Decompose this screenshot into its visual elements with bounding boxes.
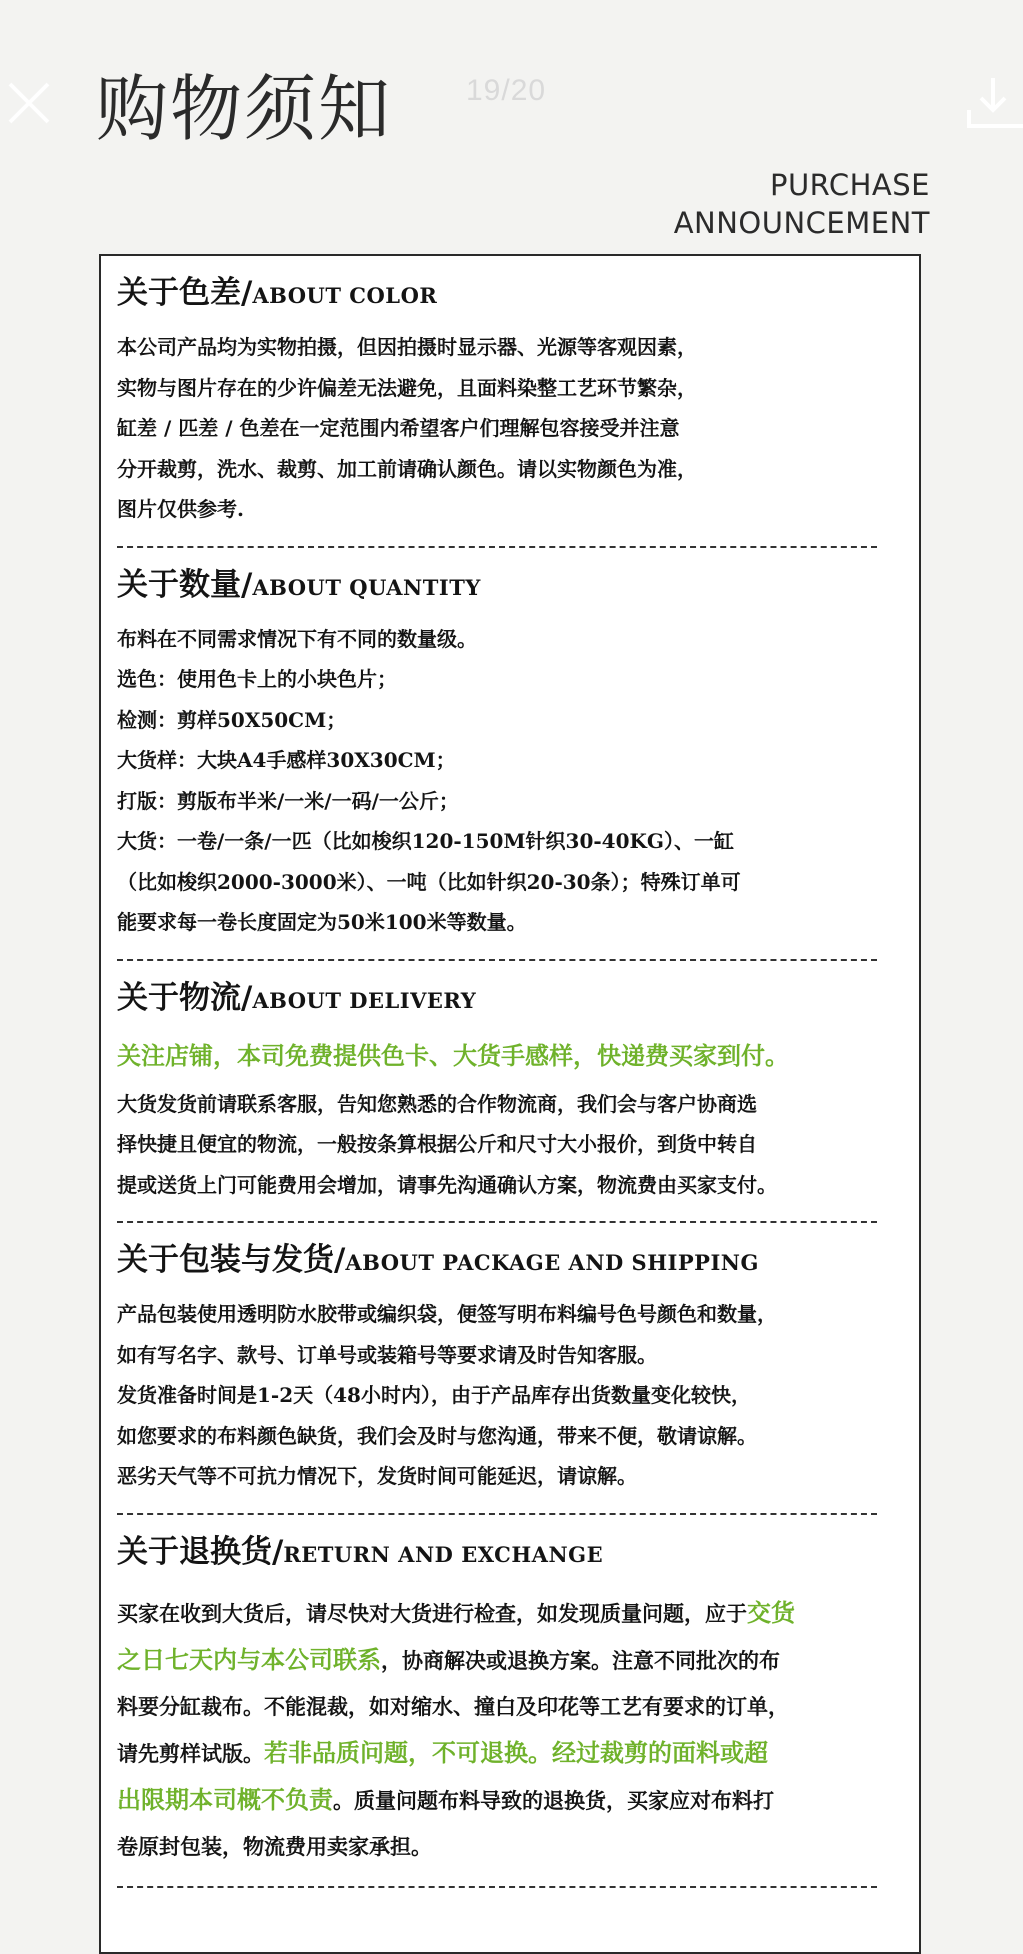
text-line: 择快捷且便宜的物流，一般按条算根据公斤和尺寸大小报价，到货中转自 [117, 1132, 757, 1156]
section-title-color [117, 270, 901, 319]
title-en: ABOUT QUANTITY [252, 574, 481, 600]
section-delivery [117, 975, 901, 1206]
section-title-return [117, 1529, 901, 1578]
section-return [117, 1529, 901, 1870]
text-line: 如有写名字、款号、订单号或装箱号等要求请及时告知客服。 [117, 1342, 657, 1367]
text-line: 图片仅供参考. [117, 497, 244, 521]
title-en: ABOUT COLOR [252, 283, 438, 308]
page-subtitle [674, 166, 930, 242]
section-package [117, 1237, 901, 1497]
highlight-segment: 若非品质问题，不可退换。经过裁剪的面料或超 [264, 1737, 768, 1767]
text-line [117, 1637, 901, 1684]
title-cn: 关于物流/ [117, 979, 253, 1016]
dashed-divider [117, 959, 877, 961]
text-segment: 请先剪样试版。 [117, 1740, 264, 1766]
page-title: 购物须知 [96, 67, 393, 151]
highlight-segment: 交货 [747, 1597, 795, 1627]
highlight-segment: 出限期本司概不负责 [117, 1784, 333, 1814]
package-text [117, 1294, 901, 1497]
title-cn: 关于色差/ [117, 275, 253, 311]
text-line: 恶劣天气等不可抗力情况下，发货时间可能延迟，请谅解。 [117, 1464, 637, 1488]
delivery-text [117, 1084, 901, 1206]
text-line: 大货样：大块A4手感样30X30CM； [117, 748, 456, 772]
announcement-card [99, 254, 921, 1954]
text-line [117, 1777, 901, 1824]
text-line: （比如梭织2000-3000米）、一吨（比如针织20-30条）；特殊订单可 [117, 869, 741, 894]
text-line: 实物与图片存在的少许偏差无法避免，且面料染整工艺环节繁杂， [117, 375, 697, 400]
title-cn: 关于退换货/ [117, 1533, 284, 1570]
text-line: 大货：一卷/一条/一匹（比如梭织120-150M针织30-40KG）、一缸 [117, 829, 734, 853]
title-en: ABOUT DELIVERY [252, 987, 477, 1013]
text-line: 打版：剪版布半米/一米/一码/一公斤； [117, 788, 459, 813]
close-icon[interactable] [4, 78, 54, 128]
text-line: 卷原封包装，物流费用卖家承担。 [117, 1833, 432, 1859]
title-cn: 关于包装与发货/ [117, 1242, 346, 1278]
dashed-divider [117, 546, 877, 548]
image-counter: 19/20 [466, 74, 547, 107]
text-line: 产品包装使用透明防水胶带或编织袋，便签写明布料编号色号颜色和数量， [117, 1302, 777, 1326]
text-segment: 。质量问题布料导致的退换货，买家应对布料打 [333, 1787, 774, 1813]
text-line: 本公司产品均为实物拍摄，但因拍摄时显示器、光源等客观因素， [117, 335, 697, 359]
subtitle-line-2: ANNOUNCEMENT [673, 206, 930, 240]
text-line: 如您要求的布料颜色缺货，我们会及时与您沟通，带来不便，敬请谅解。 [117, 1423, 757, 1448]
text-line: 布料在不同需求情况下有不同的数量级。 [117, 626, 477, 651]
text-line: 选色：使用色卡上的小块色片； [117, 667, 397, 691]
text-line: 分开裁剪，洗水、裁剪、加工前请确认颜色。请以实物颜色为准， [117, 456, 697, 481]
delivery-highlight: 关注店铺，本司免费提供色卡、大货手感样，快递费买家到付。 [117, 1040, 789, 1070]
subtitle-line-1: PURCHASE [769, 168, 930, 202]
dashed-divider [117, 1513, 877, 1515]
title-cn: 关于数量/ [117, 566, 253, 603]
text-line: 检测：剪样50X50CM； [117, 707, 347, 732]
section-quantity [117, 562, 901, 943]
text-segment: 买家在收到大货后，请尽快对大货进行检查，如发现质量问题，应于 [117, 1600, 747, 1626]
dashed-divider [117, 1221, 877, 1223]
quantity-text [117, 619, 901, 943]
section-title-quantity [117, 562, 901, 611]
text-segment: ，协商解决或退换方案。注意不同批次的布 [381, 1647, 780, 1673]
highlight-segment: 之日七天内与本公司联系 [117, 1644, 381, 1674]
text-line: 能要求每一卷长度固定为50米100米等数量。 [117, 910, 527, 934]
return-text [117, 1590, 901, 1870]
section-title-package [117, 1237, 901, 1286]
title-en: ABOUT PACKAGE AND SHIPPING [345, 1250, 759, 1275]
text-line: 提或送货上门可能费用会增加，请事先沟通确认方案，物流费由买家支付。 [117, 1172, 777, 1197]
dashed-divider [117, 1886, 877, 1888]
text-line: 大货发货前请联系客服，告知您熟悉的合作物流商，我们会与客户协商选 [117, 1091, 757, 1116]
text-line [117, 1590, 901, 1637]
text-line: 料要分缸裁布。不能混裁，如对缩水、撞白及印花等工艺有要求的订单， [117, 1693, 789, 1719]
title-en: RETURN AND EXCHANGE [283, 1541, 604, 1567]
color-text [117, 327, 901, 530]
section-title-delivery [117, 975, 901, 1024]
download-icon[interactable] [963, 74, 1023, 134]
section-color [117, 270, 901, 530]
text-line [117, 1730, 901, 1777]
text-line: 发货准备时间是1-2天（48小时内），由于产品库存出货数量变化较快， [117, 1383, 751, 1407]
text-line: 缸差 / 匹差 / 色差在一定范围内希望客户们理解包容接受并注意 [117, 416, 680, 440]
